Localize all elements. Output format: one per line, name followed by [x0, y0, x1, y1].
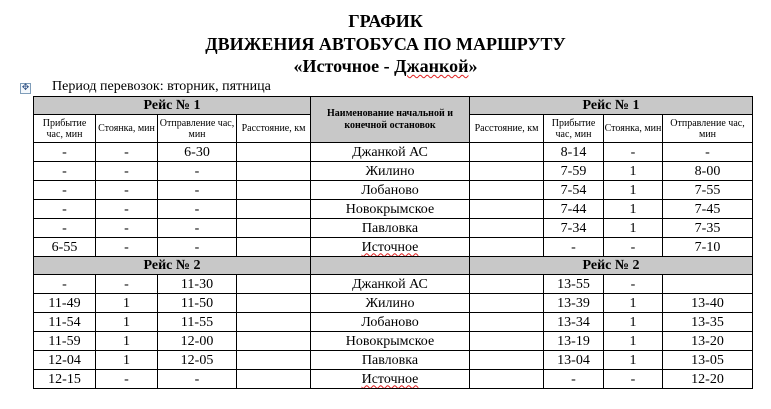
- stop-name-cell: Лобаново: [311, 313, 470, 332]
- right-departure-cell: 13-40: [663, 294, 753, 313]
- stop-name-cell: [311, 370, 470, 389]
- right-stay-cell: -: [604, 143, 663, 162]
- right-stay-cell: 1: [604, 219, 663, 238]
- table-row: [34, 332, 753, 351]
- left-stay-cell: -: [96, 162, 158, 181]
- route-prefix: «Источное -: [293, 56, 395, 76]
- left-arrival-cell: -: [34, 181, 96, 200]
- left-departure-cell: 12-00: [158, 332, 237, 351]
- left-distance-cell: [237, 275, 311, 294]
- right-distance-cell: [470, 143, 544, 162]
- stop-name-text: Источное: [361, 239, 419, 255]
- stop-name-cell: Джанкой АС: [311, 275, 470, 294]
- right-distance-cell: [470, 238, 544, 257]
- right-stay-cell: -: [604, 370, 663, 389]
- left-departure-cell: -: [158, 181, 237, 200]
- right-distance-cell: [470, 332, 544, 351]
- right-distance-cell: [470, 294, 544, 313]
- column-header-right-arrival: Прибытие час, мин: [544, 115, 604, 143]
- column-header-right-stay: Стоянка, мин: [604, 115, 663, 143]
- right-arrival-cell: 7-44: [544, 200, 604, 219]
- right-departure-cell: 7-45: [663, 200, 753, 219]
- stop-name-cell: Новокрымское: [311, 200, 470, 219]
- stop-name-cell: Жилино: [311, 162, 470, 181]
- left-stay-cell: -: [96, 238, 158, 257]
- stop-name-cell: Павловка: [311, 351, 470, 370]
- right-arrival-cell: -: [544, 238, 604, 257]
- left-departure-cell: 11-50: [158, 294, 237, 313]
- left-arrival-cell: -: [34, 143, 96, 162]
- column-header-right-distance: Расстояние, км: [470, 115, 544, 143]
- left-arrival-cell: -: [34, 200, 96, 219]
- right-stay-cell: 1: [604, 162, 663, 181]
- right-departure-cell: 13-35: [663, 313, 753, 332]
- schedule-table: [33, 96, 753, 389]
- left-departure-cell: 6-30: [158, 143, 237, 162]
- right-departure-cell: 7-10: [663, 238, 753, 257]
- left-stay-cell: -: [96, 370, 158, 389]
- left-distance-cell: [237, 219, 311, 238]
- trip1-right-label: Рейс № 1: [470, 97, 753, 115]
- right-arrival-cell: 8-14: [544, 143, 604, 162]
- table-row: [34, 294, 753, 313]
- stop-name-cell: Новокрымское: [311, 332, 470, 351]
- left-departure-cell: -: [158, 200, 237, 219]
- right-distance-cell: [470, 200, 544, 219]
- table-row: [34, 219, 753, 238]
- right-arrival-cell: 13-19: [544, 332, 604, 351]
- right-arrival-cell: 13-55: [544, 275, 604, 294]
- trip2-left-label: Рейс № 2: [34, 257, 311, 275]
- left-stay-cell: -: [96, 181, 158, 200]
- left-arrival-cell: 11-59: [34, 332, 96, 351]
- left-departure-cell: 12-05: [158, 351, 237, 370]
- trip2-stop-spacer: [311, 257, 470, 275]
- left-departure-cell: 11-55: [158, 313, 237, 332]
- table-row: [34, 181, 753, 200]
- stop-name-text: Источное: [361, 371, 419, 387]
- table-row: [34, 143, 753, 162]
- right-stay-cell: 1: [604, 332, 663, 351]
- document-title-line1: ГРАФИК: [348, 11, 423, 31]
- table-row: [34, 162, 753, 181]
- left-departure-cell: -: [158, 219, 237, 238]
- right-arrival-cell: -: [544, 370, 604, 389]
- left-arrival-cell: -: [34, 219, 96, 238]
- left-distance-cell: [237, 238, 311, 257]
- left-distance-cell: [237, 351, 311, 370]
- left-distance-cell: [237, 370, 311, 389]
- table-row: [34, 200, 753, 219]
- right-stay-cell: -: [604, 238, 663, 257]
- right-departure-cell: 13-05: [663, 351, 753, 370]
- left-distance-cell: [237, 313, 311, 332]
- left-arrival-cell: 12-04: [34, 351, 96, 370]
- document-title-line2: ДВИЖЕНИЯ АВТОБУСА ПО МАРШРУТУ: [205, 34, 566, 54]
- right-departure-cell: 7-35: [663, 219, 753, 238]
- table-row: [34, 238, 753, 257]
- route-suffix: »: [468, 56, 478, 76]
- left-departure-cell: -: [158, 370, 237, 389]
- right-arrival-cell: 13-39: [544, 294, 604, 313]
- right-distance-cell: [470, 162, 544, 181]
- right-departure-cell: 13-20: [663, 332, 753, 351]
- left-distance-cell: [237, 181, 311, 200]
- left-arrival-cell: -: [34, 162, 96, 181]
- right-distance-cell: [470, 219, 544, 238]
- left-distance-cell: [237, 332, 311, 351]
- left-stay-cell: 1: [96, 294, 158, 313]
- right-arrival-cell: 7-34: [544, 219, 604, 238]
- stop-name-cell: Джанкой АС: [311, 143, 470, 162]
- right-stay-cell: 1: [604, 351, 663, 370]
- left-stay-cell: -: [96, 219, 158, 238]
- trip2-right-label: Рейс № 2: [470, 257, 753, 275]
- trip1-header-row: [34, 97, 753, 115]
- left-arrival-cell: 12-15: [34, 370, 96, 389]
- left-distance-cell: [237, 143, 311, 162]
- right-stay-cell: 1: [604, 294, 663, 313]
- right-departure-cell: [663, 275, 753, 294]
- right-departure-cell: 12-20: [663, 370, 753, 389]
- left-distance-cell: [237, 294, 311, 313]
- right-arrival-cell: 13-04: [544, 351, 604, 370]
- right-arrival-cell: 7-54: [544, 181, 604, 200]
- left-arrival-cell: 11-54: [34, 313, 96, 332]
- right-departure-cell: 7-55: [663, 181, 753, 200]
- column-header-left-distance: Расстояние, км: [237, 115, 311, 143]
- left-departure-cell: -: [158, 162, 237, 181]
- column-header-left-arrival: Прибытие час, мин: [34, 115, 96, 143]
- right-stay-cell: 1: [604, 313, 663, 332]
- right-arrival-cell: 7-59: [544, 162, 604, 181]
- left-stay-cell: -: [96, 143, 158, 162]
- left-stay-cell: 1: [96, 351, 158, 370]
- route-destination: Джанкой: [394, 56, 469, 76]
- left-distance-cell: [237, 162, 311, 181]
- left-stay-cell: 1: [96, 332, 158, 351]
- table-row: [34, 351, 753, 370]
- left-stay-cell: -: [96, 275, 158, 294]
- right-stay-cell: 1: [604, 200, 663, 219]
- period-text: Период перевозок: вторник, пятница: [52, 79, 271, 94]
- table-row: [34, 275, 753, 294]
- right-distance-cell: [470, 370, 544, 389]
- stop-column-header: Наименование начальной и конечной остановок: [311, 97, 470, 143]
- right-distance-cell: [470, 351, 544, 370]
- column-header-left-stay: Стоянка, мин: [96, 115, 158, 143]
- table-row: [34, 370, 753, 389]
- column-header-right-departure: Отправление час, мин: [663, 115, 753, 143]
- right-distance-cell: [470, 313, 544, 332]
- right-stay-cell: -: [604, 275, 663, 294]
- left-arrival-cell: -: [34, 275, 96, 294]
- right-departure-cell: -: [663, 143, 753, 162]
- right-arrival-cell: 13-34: [544, 313, 604, 332]
- column-header-left-departure: Отправление час, мин: [158, 115, 237, 143]
- trip1-left-label: Рейс № 1: [34, 97, 311, 115]
- stop-name-cell: Павловка: [311, 219, 470, 238]
- stop-name-cell: [311, 238, 470, 257]
- left-arrival-cell: 6-55: [34, 238, 96, 257]
- left-stay-cell: -: [96, 200, 158, 219]
- right-stay-cell: 1: [604, 181, 663, 200]
- right-departure-cell: 8-00: [663, 162, 753, 181]
- left-distance-cell: [237, 200, 311, 219]
- trip2-header-row: [34, 257, 753, 275]
- left-departure-cell: -: [158, 238, 237, 257]
- left-arrival-cell: 11-49: [34, 294, 96, 313]
- left-stay-cell: 1: [96, 313, 158, 332]
- table-move-handle-icon[interactable]: ✥: [21, 83, 30, 93]
- right-distance-cell: [470, 181, 544, 200]
- stop-name-cell: Жилино: [311, 294, 470, 313]
- left-departure-cell: 11-30: [158, 275, 237, 294]
- table-row: [34, 313, 753, 332]
- right-distance-cell: [470, 275, 544, 294]
- document-title-route: [0, 56, 771, 76]
- stop-name-cell: Лобаново: [311, 181, 470, 200]
